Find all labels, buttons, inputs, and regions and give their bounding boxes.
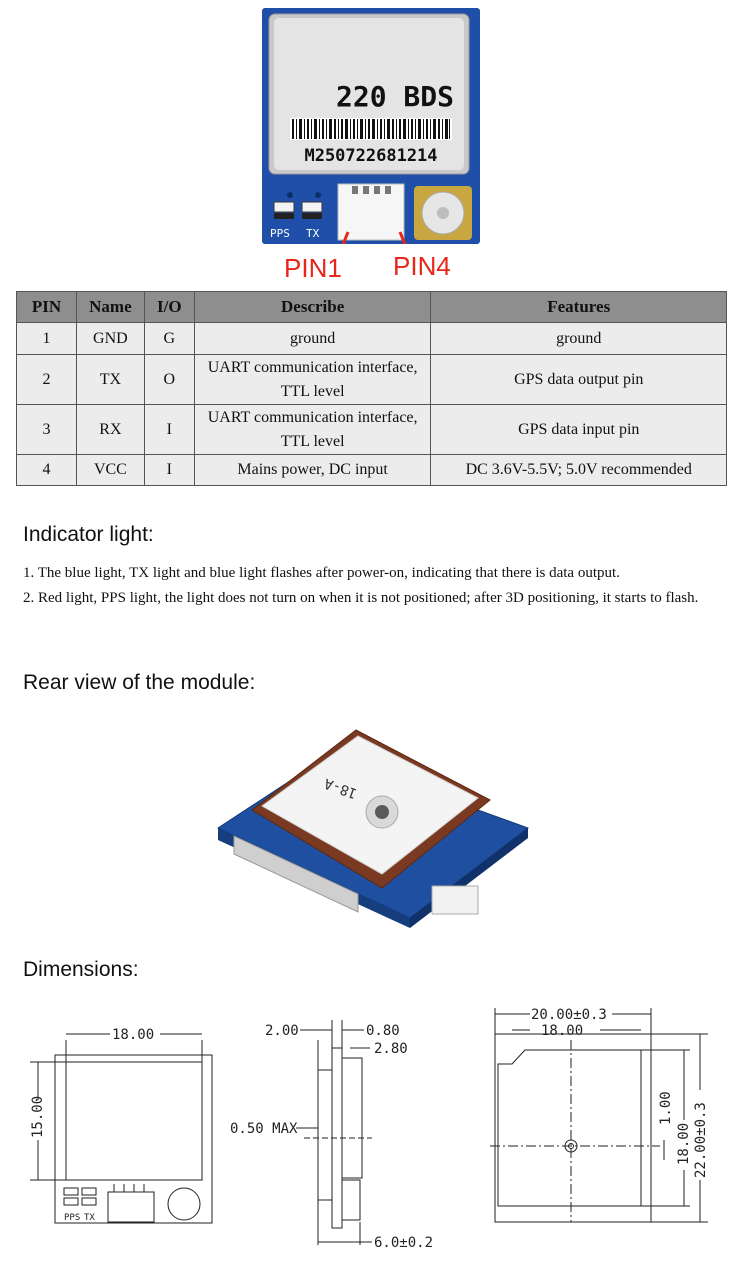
barcode xyxy=(290,118,452,140)
front-tx-label: TX xyxy=(84,1213,95,1223)
cell-name: VCC xyxy=(76,455,144,486)
pin4-label: PIN4 xyxy=(393,251,451,281)
side-2-dim: 2.00 xyxy=(265,1023,299,1039)
dimensions-heading: Dimensions: xyxy=(23,958,139,981)
cell-pin: 2 xyxy=(17,355,77,405)
back-100-dim: 1.00 xyxy=(658,1091,674,1125)
indicator-line-2: 2. Red light, PPS light, the light does not turn on when it is not positioned; after 3D positioning, it starts to flash. xyxy=(23,590,699,606)
cell-features: GPS data output pin xyxy=(431,355,727,405)
table-row xyxy=(17,405,727,455)
col-header-name: Name xyxy=(76,292,144,323)
tx-led xyxy=(302,202,322,212)
tx-silk-label: TX xyxy=(306,227,320,240)
cell-io: I xyxy=(144,455,194,486)
pin1-label: PIN1 xyxy=(284,253,342,283)
cell-pin: 4 xyxy=(17,455,77,486)
col-header-describe: Describe xyxy=(194,292,431,323)
cell-pin: 3 xyxy=(17,405,77,455)
side-280-dim: 2.80 xyxy=(374,1041,408,1057)
cell-describe: UART communication interface, TTL level xyxy=(194,355,431,405)
pps-led xyxy=(274,202,294,212)
cell-io: O xyxy=(144,355,194,405)
cell-io: G xyxy=(144,323,194,355)
cell-name: GND xyxy=(76,323,144,355)
side-050-dim: 0.50 MAX xyxy=(230,1121,298,1137)
front-pps-label: PPS xyxy=(64,1213,81,1223)
gps-module-image xyxy=(262,8,480,244)
serial-label: M250722681214 xyxy=(304,146,438,166)
col-header-io: I/O xyxy=(144,292,194,323)
front-height-dim: 15.00 xyxy=(30,1095,46,1138)
cell-describe: Mains power, DC input xyxy=(194,455,431,486)
rear-connector xyxy=(432,886,478,914)
dimension-drawings xyxy=(0,1000,740,1255)
cell-describe: UART communication interface, TTL level xyxy=(194,405,431,455)
back-18w-dim: 18.00 xyxy=(541,1023,584,1039)
cell-name: RX xyxy=(76,405,144,455)
back-20-dim: 20.00±0.3 xyxy=(531,1007,607,1023)
back-view-drawing xyxy=(490,1008,708,1222)
indicator-heading: Indicator light: xyxy=(23,523,154,546)
back-18h-dim: 18.00 xyxy=(676,1122,692,1165)
cell-describe: ground xyxy=(194,323,431,355)
cell-features: GPS data input pin xyxy=(431,405,727,455)
indicator-line-1: 1. The blue light, TX light and blue light flashes after power-on, indicating that there is data output. xyxy=(23,565,620,581)
model-label: 220 BDS xyxy=(335,80,454,113)
table-row xyxy=(17,355,727,405)
rear-view-heading: Rear view of the module: xyxy=(23,671,256,694)
col-header-pin: PIN xyxy=(17,292,77,323)
cell-features: ground xyxy=(431,323,727,355)
back-22-dim: 22.00±0.3 xyxy=(693,1102,709,1178)
pin-table xyxy=(16,291,727,486)
cell-io: I xyxy=(144,405,194,455)
table-row xyxy=(17,323,727,355)
front-view-drawing xyxy=(30,1034,212,1223)
cell-features: DC 3.6V-5.5V; 5.0V recommended xyxy=(431,455,727,486)
table-row xyxy=(17,455,727,486)
pin-connector xyxy=(338,184,404,240)
side-view-drawing xyxy=(296,1020,372,1245)
rear-view-image xyxy=(210,728,535,938)
pps-silk-label: PPS xyxy=(270,227,290,240)
front-width-dim: 18.00 xyxy=(112,1027,155,1043)
col-header-features: Features xyxy=(431,292,727,323)
table-header-row xyxy=(17,292,727,323)
side-6-dim: 6.0±0.2 xyxy=(374,1235,434,1251)
cell-pin: 1 xyxy=(17,323,77,355)
antenna-label: 18-A xyxy=(322,774,360,802)
cell-name: TX xyxy=(76,355,144,405)
side-080-dim: 0.80 xyxy=(366,1023,400,1039)
antenna-feed xyxy=(375,805,389,819)
